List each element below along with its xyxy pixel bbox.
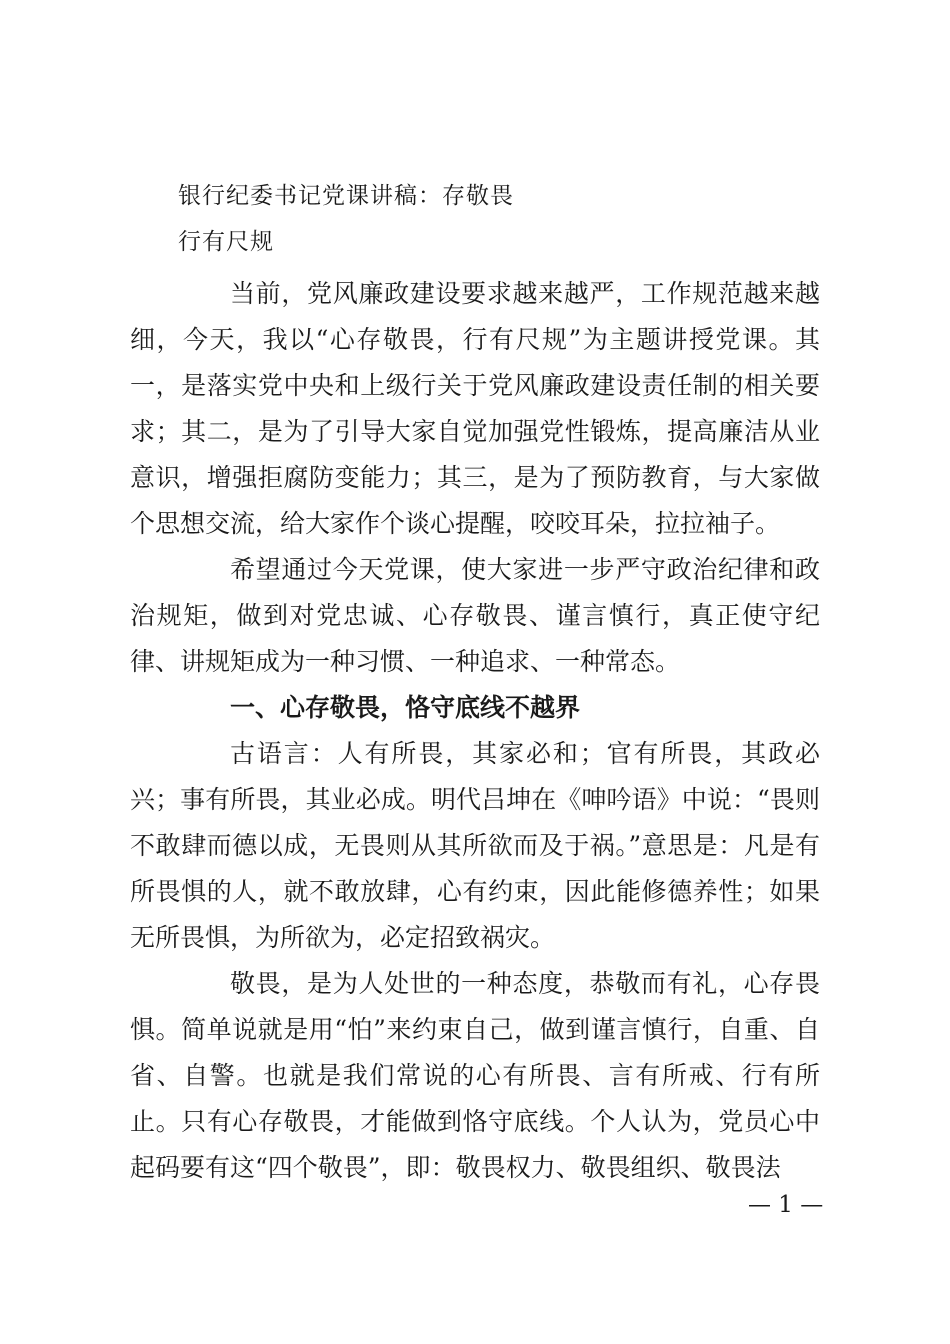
paragraph-quote: 古语言：人有所畏，其家必和；官有所畏，其政必兴；事有所畏，其业必成。明代吕坤在《呻吟语》中说：“畏则不敢肆而德以成，无畏则从其所欲而及于祸。”意思是：凡是有所畏惧的人，就不敢放肆，心有约束，因此能修德养性；如果无所畏惧，为所欲为，必定招致祸灾。 bbox=[130, 739, 820, 952]
document-title-line2: 行有尺规 bbox=[178, 229, 274, 255]
paragraph-hope: 希望通过今天党课，使大家进一步严守政治纪律和政治规矩，做到对党忠诚、心存敬畏、谨言慎行，真正使守纪律、讲规矩成为一种习惯、一种追求、一种常态。 bbox=[130, 555, 820, 676]
document-title-line1: 银行纪委书记党课讲稿：存敬畏 bbox=[178, 183, 514, 209]
section-heading-1: 一、心存敬畏，恪守底线不越界 bbox=[230, 693, 581, 722]
paragraph-intro: 当前，党风廉政建设要求越来越严，工作规范越来越细，今天，我以“心存敬畏，行有尺规”为主题讲授党课。其一，是落实党中央和上级行关于党风廉政建设责任制的相关要求；其二，是为了引导大家自觉加强党性锻炼，提高廉洁从业意识，增强拒腐防变能力；其三，是为了预防教育，与大家做个思想交流，给大家作个谈心提醒，咬咬耳朵，拉拉袖子。 bbox=[130, 279, 820, 538]
paragraph-awe: 敬畏，是为人处世的一种态度，恭敬而有礼，心存畏惧。简单说就是用“怕”来约束自己，做到谨言慎行，自重、自省、自警。也就是我们常说的心有所畏、言有所戒、行有所止。只有心存敬畏，才能做到恪守底线。个人认为，党员心中起码要有这“四个敬畏”，即：敬畏权力、敬畏组织、敬畏法 bbox=[130, 969, 820, 1182]
document-body bbox=[130, 271, 820, 1191]
page-number: — 1 — bbox=[748, 1192, 824, 1218]
